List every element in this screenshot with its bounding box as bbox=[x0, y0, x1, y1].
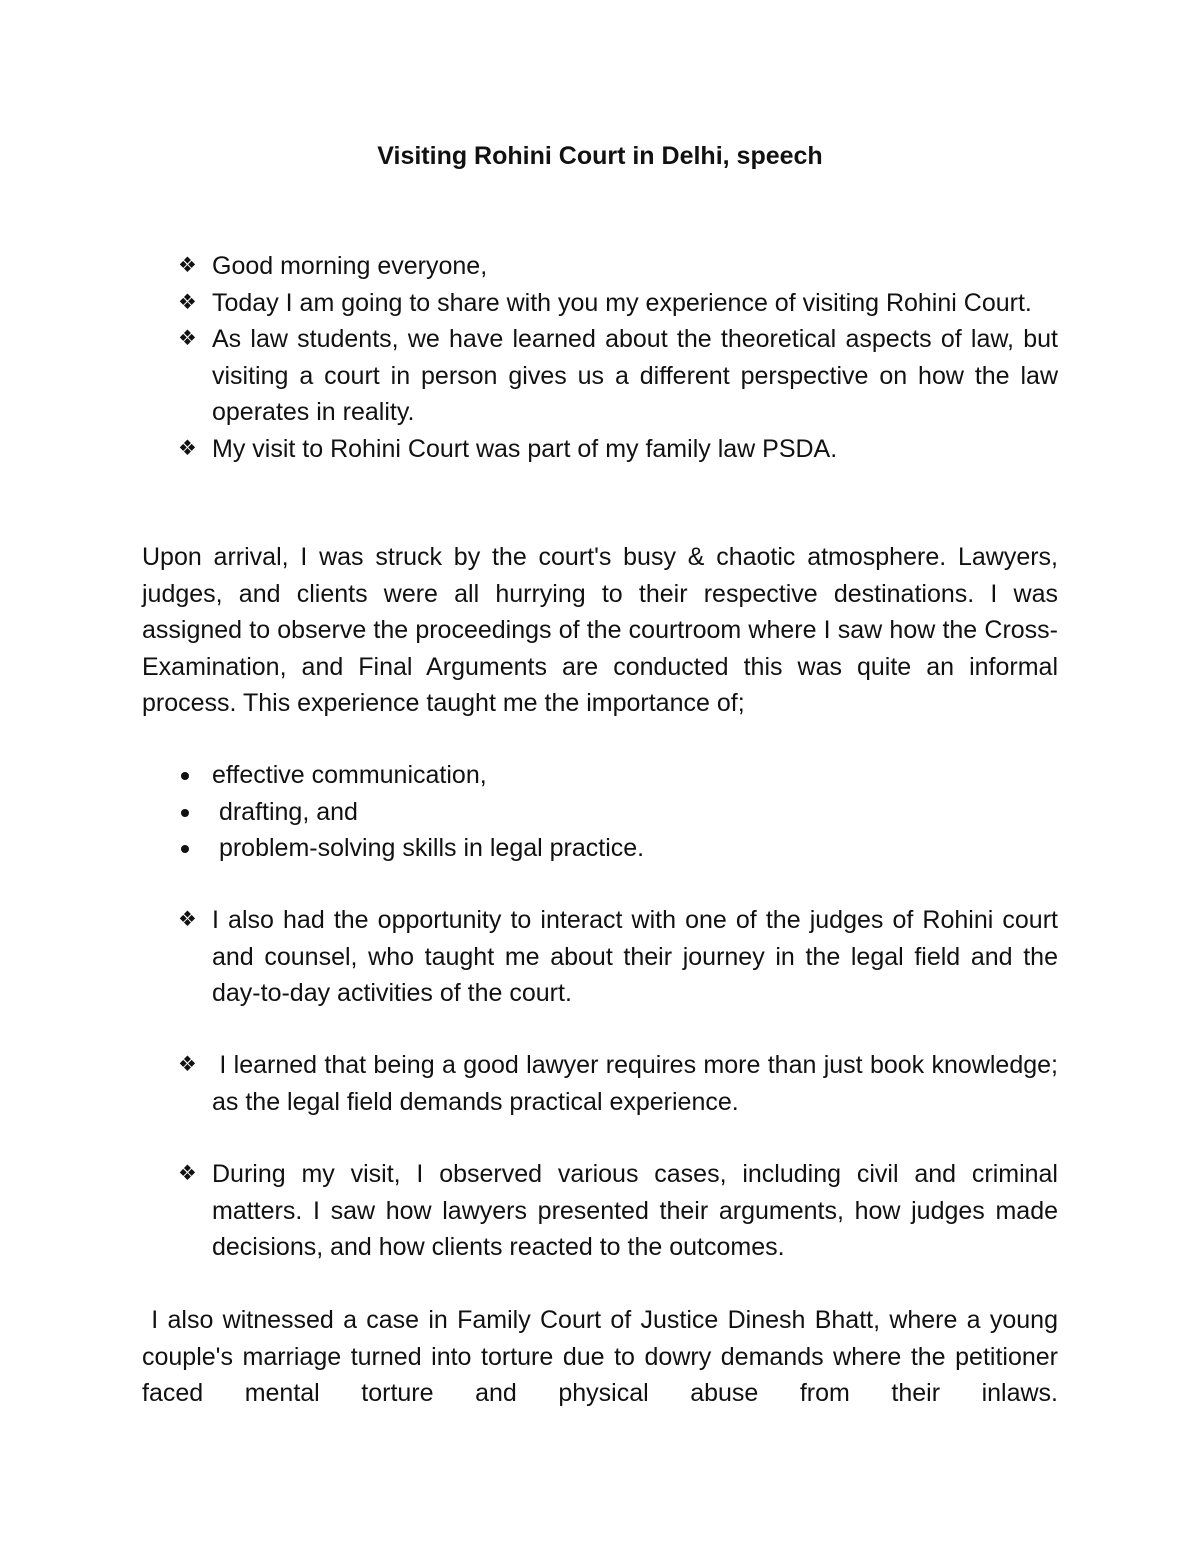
list-item bbox=[142, 830, 1058, 867]
list-item bbox=[142, 794, 1058, 831]
list-item-text: As law students, we have learned about the theoretical aspects of law, but visiting a court in person gives us a different perspective on how the law operates in reality. bbox=[212, 325, 1058, 426]
list-item bbox=[142, 321, 1058, 431]
bullet-dot-icon bbox=[181, 772, 189, 780]
learned-bullet-list bbox=[142, 1047, 1065, 1120]
list-item-text: Good morning everyone, bbox=[212, 252, 488, 280]
diamond-bullet-icon: ❖ bbox=[178, 1053, 197, 1076]
list-item-text: drafting, and bbox=[212, 797, 358, 826]
list-item-text: I also had the opportunity to interact with one of the judges of Rohini court and counsel, who taught me about their journey in the legal field and the day-to-day activities of the court. bbox=[212, 906, 1058, 1007]
list-item-text: During my visit, I observed various cases, including civil and criminal matters. I saw how lawyers presented their arguments, how judges made decisions, and how clients reacted to the outcomes. bbox=[212, 1160, 1058, 1261]
bullet-dot-icon bbox=[181, 845, 189, 853]
list-item bbox=[142, 248, 1058, 285]
list-item-text: Today I am going to share with you my experience of visiting Rohini Court. bbox=[212, 288, 1032, 317]
list-item bbox=[142, 902, 1058, 1012]
family-court-paragraph: I also witnessed a case in Family Court of Justice Dinesh Bhatt, where a young couple's marriage turned into torture due to dowry demands where the petitioner faced mental torture and physical abuse from their inlaws. bbox=[142, 1306, 1065, 1407]
list-item bbox=[142, 285, 1058, 322]
list-item-text: effective communication, bbox=[212, 761, 487, 789]
diamond-bullet-icon: ❖ bbox=[178, 908, 197, 931]
list-item bbox=[142, 431, 1058, 468]
list-item bbox=[142, 1156, 1058, 1266]
skills-list bbox=[142, 757, 1058, 867]
list-item-text: I learned that being a good lawyer requires more than just book knowledge; as the legal field demands practical experience. bbox=[212, 1051, 1065, 1116]
list-item-text: problem-solving skills in legal practice. bbox=[212, 834, 645, 862]
list-item bbox=[142, 1047, 1065, 1120]
cases-bullet-list bbox=[142, 1156, 1058, 1266]
bullet-dot-icon bbox=[181, 809, 189, 817]
document-title: Visiting Rohini Court in Delhi, speech bbox=[377, 142, 823, 170]
arrival-paragraph: Upon arrival, I was struck by the court's busy & chaotic atmosphere. Lawyers, judges, and clients were all hurrying to their respective destinations. I was assigned to observe the proceedings of the courtroom where I saw how the Cross-Examination, and Final Arguments are conducted this was quite an informal process. This experience taught me the importance of; bbox=[142, 543, 1058, 717]
diamond-bullet-icon: ❖ bbox=[178, 254, 197, 277]
diamond-bullet-icon: ❖ bbox=[178, 1162, 197, 1185]
diamond-bullet-icon: ❖ bbox=[178, 327, 197, 350]
diamond-bullet-icon: ❖ bbox=[178, 290, 197, 314]
list-item-text: My visit to Rohini Court was part of my family law PSDA. bbox=[212, 434, 838, 463]
interaction-bullet-list bbox=[142, 902, 1058, 1012]
diamond-bullet-icon: ❖ bbox=[178, 436, 197, 460]
intro-bullet-list bbox=[142, 248, 1058, 467]
list-item bbox=[142, 757, 1058, 794]
